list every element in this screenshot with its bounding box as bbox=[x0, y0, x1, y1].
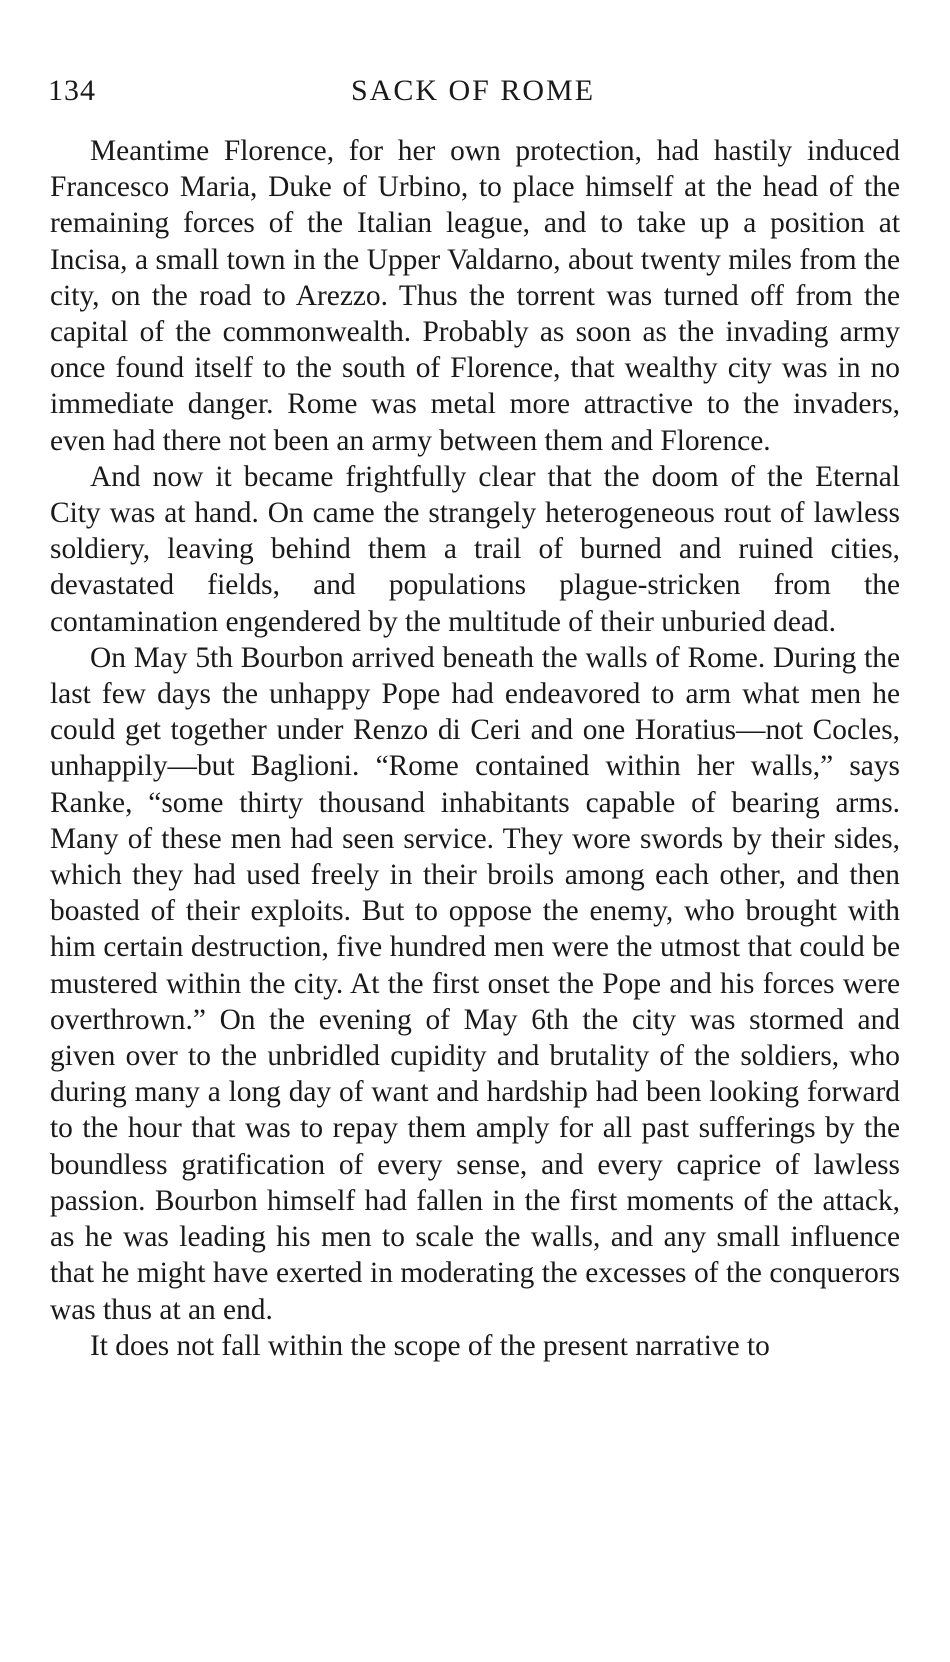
body-text bbox=[50, 133, 900, 1364]
paragraph-florence: Meantime Florence, for her own protection, had hastily induced Francesco Maria, Duke of Urbino, to place himself at the head of the remaining forces of the Italian league, and to take up a position at Incisa, a small town in the Upper Valdarno, about twenty miles from the city, on the road to Arezzo. Thus the torrent was turned off from the capital of the commonwealth. Probably as soon as the invading army once found itself to the south of Florence, that wealthy city was in no immediate danger. Rome was metal more attractive to the invaders, even had there not been an army between them and Florence. bbox=[50, 135, 900, 457]
paragraph-eternal-city: And now it became frightfully clear that the doom of the Eternal City was at hand. On came the strangely heterogeneous rout of lawless soldiery, leaving behind them a trail of burned and ruined cities, devastated fields, and populations plague-stricken from the contamination engendered by the multitude of their unburied dead. bbox=[50, 460, 900, 638]
paragraph-continuation: It does not fall within the scope of the present narrative to bbox=[90, 1329, 770, 1362]
page-number: 134 bbox=[48, 74, 96, 107]
running-title: SACK OF ROME bbox=[350, 74, 596, 107]
running-head bbox=[48, 74, 898, 114]
paragraph-bourbon-arrival: On May 5th Bourbon arrived beneath the walls of Rome. During the last few days the unhappy Pope had endeavored to arm what men he could get together under Renzo di Ceri and one Horatius—not Cocles, unhappily—but Baglioni. “Rome contained within her walls,” says Ranke, “some thirty thousand inhabitants capable of bearing arms. Many of these men had seen service. They wore swords by their sides, which they had used freely in their broils among each other, and then boasted of their exploits. But to oppose the enemy, who brought with him certain destruction, five hundred men were the utmost that could be mustered within the city. At the first onset the Pope and his forces were overthrown.” On the evening of May 6th the city was stormed and given over to the unbridled cupidity and brutality of the soldiers, who during many a long day of want and hardship had been looking forward to the hour that was to repay them amply for all past sufferings by the boundless gratification of every sense, and every caprice of lawless passion. Bourbon himself had fallen in the first moments of the attack, as he was leading his men to scale the walls, and any small influence that he might have exerted in moderating the excesses of the conquerors was thus at an end. bbox=[50, 641, 900, 1326]
